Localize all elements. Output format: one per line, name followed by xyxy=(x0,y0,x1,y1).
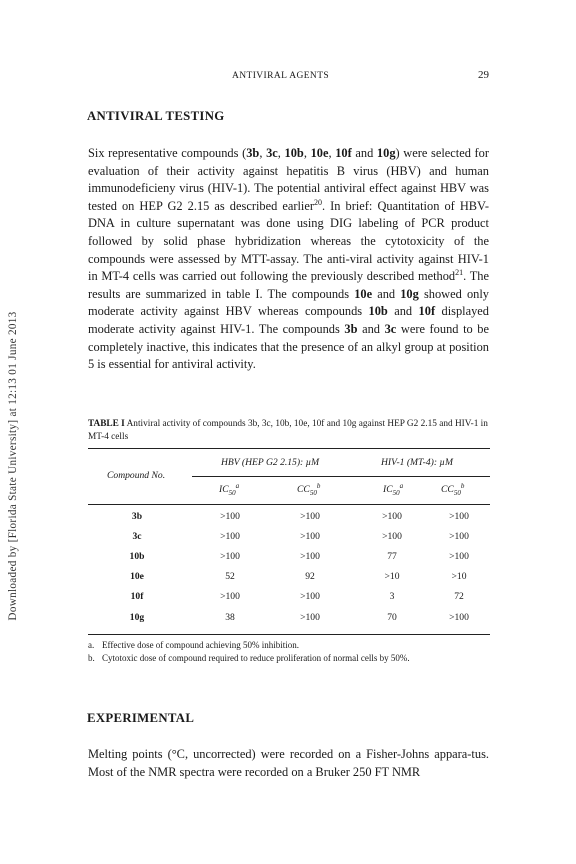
column-header-ic50-hbv: $IC_{50}^a$ xyxy=(219,481,240,497)
cell-cc50-hiv: >10 xyxy=(451,571,467,582)
cell-ic50-hiv: >100 xyxy=(382,531,402,542)
table-header-rule xyxy=(88,504,490,505)
table-group-rule xyxy=(192,476,490,477)
cell-cc50-hiv: >100 xyxy=(449,531,469,542)
compound-ref: 3c xyxy=(266,146,278,160)
table-row xyxy=(88,511,490,531)
table-row xyxy=(88,551,490,571)
cell-cc50-hbv: >100 xyxy=(300,551,320,562)
table-caption: TABLE I Antiviral activity of compounds 3b, 3c, 10b, 10e, 10f and 10g against HEP G2 2.15 and HIV-1 in MT-4 cells xyxy=(88,419,488,442)
cell-cc50-hiv: >100 xyxy=(449,551,469,562)
cell-compound: 3b xyxy=(131,511,143,522)
cell-ic50-hiv: >100 xyxy=(382,511,402,522)
cell-compound: 10b xyxy=(129,551,145,562)
section-heading-experimental: EXPERIMENTAL xyxy=(87,711,195,725)
citation-ref: 21 xyxy=(455,268,464,278)
compound-ref: 10e xyxy=(310,146,329,160)
cell-cc50-hbv: 92 xyxy=(305,571,315,582)
cell-ic50-hbv: >100 xyxy=(220,511,240,522)
cell-ic50-hiv: 77 xyxy=(387,551,397,562)
section-heading-antiviral-testing: ANTIVIRAL TESTING xyxy=(87,109,225,123)
table-row xyxy=(88,612,490,632)
cell-cc50-hbv: >100 xyxy=(300,531,320,542)
column-header-ic50-hiv: $IC_{50}^a$ xyxy=(383,481,404,497)
compound-ref: 10e xyxy=(354,286,373,301)
column-header-cc50-hbv: $CC_{50}^b$ xyxy=(297,481,321,497)
cell-cc50-hiv: >100 xyxy=(449,612,469,623)
column-header-compound: Compound No. xyxy=(107,470,166,481)
table-row xyxy=(88,571,490,591)
cell-cc50-hbv: >100 xyxy=(300,612,320,623)
cell-ic50-hiv: >10 xyxy=(384,571,400,582)
body-paragraph-antiviral: Six representative compounds (3b, 3c, 10b, 10e, 10f and 10g) were selected for evaluation of their activity against hepatitis B virus (HBV) and human immunodeficieny virus (HIV-1). The potential antiviral effect against HBV was tested on HEP G2 2.15 as described earlier$^{20}$. In brief: Quantitation of HBV-DNA in culture supernatant was done using DIG labeling of PCR product followed by solid phase hybridization whereas the cytotoxicity of the compounds were assessed by MTT-assay. The anti-viral activity against HIV-1 in MT-4 cells was carried out following the previously described method$^{21}$. The results are summarized in table I. The compounds 10e and 10g showed only moderate activity against HBV whereas compounds 10b and 10f displayed moderate activity against HIV-1. The compounds 3b and 3c were found to be completely inactive, this indicates that the presence of an alkyl group at position 5 is essential for antiviral activity. xyxy=(88,146,489,372)
compound-ref: 10f xyxy=(418,304,436,319)
body-paragraph-experimental: Melting points (°C, uncorrected) were recorded on a Fisher-Johns appara-tus. Most of the NMR spectra were recorded on a Bruker 250 FT NMR xyxy=(88,747,489,779)
table-row xyxy=(88,531,490,551)
cell-compound: 10g xyxy=(129,612,145,623)
cell-cc50-hiv: 72 xyxy=(454,591,464,602)
column-group-hiv: HIV-1 (MT-4): µM xyxy=(381,457,453,468)
compound-ref: 3c xyxy=(384,321,397,336)
column-group-hbv: HBV (HEP G2 2.15): µM xyxy=(221,457,320,468)
table-bottom-rule xyxy=(88,634,490,635)
cell-ic50-hiv: 70 xyxy=(387,612,397,623)
cell-compound: 10e xyxy=(130,571,144,582)
running-head: ANTIVIRAL AGENTS xyxy=(232,71,330,81)
cell-ic50-hbv: >100 xyxy=(220,531,240,542)
cell-ic50-hbv: >100 xyxy=(220,591,240,602)
cell-ic50-hbv: 52 xyxy=(225,571,235,582)
citation-ref: 20 xyxy=(313,197,322,207)
table-top-rule xyxy=(88,448,490,449)
compound-ref: 10b xyxy=(284,146,304,160)
table-row xyxy=(88,591,490,611)
cell-cc50-hbv: >100 xyxy=(300,591,320,602)
compound-ref: 10g xyxy=(376,146,396,160)
download-watermark: Downloaded by [Florida State University] at 12:13 01 June 2013 xyxy=(7,311,19,621)
compound-ref: 10g xyxy=(400,286,419,301)
cell-ic50-hiv: 3 xyxy=(389,591,395,602)
compound-ref: 10f xyxy=(335,146,352,160)
compound-ref: 3b xyxy=(344,321,358,336)
cell-ic50-hbv: 38 xyxy=(225,612,235,623)
cell-compound: 10f xyxy=(130,591,144,602)
compound-ref: 10b xyxy=(368,304,388,319)
compound-ref: 3b xyxy=(246,146,260,160)
cell-cc50-hbv: >100 xyxy=(300,511,320,522)
column-header-cc50-hiv: $CC_{50}^b$ xyxy=(441,481,465,497)
page-number: 29 xyxy=(478,69,489,81)
table-footnote-b: b. Cytotoxic dose of compound required to reduce proliferation of normal cells by 50%. xyxy=(88,653,410,663)
cell-compound: 3c xyxy=(132,531,142,542)
cell-ic50-hbv: >100 xyxy=(220,551,240,562)
table-footnote-a: a. Effective dose of compound achieving 50% inhibition. xyxy=(88,640,300,650)
cell-cc50-hiv: >100 xyxy=(449,511,469,522)
